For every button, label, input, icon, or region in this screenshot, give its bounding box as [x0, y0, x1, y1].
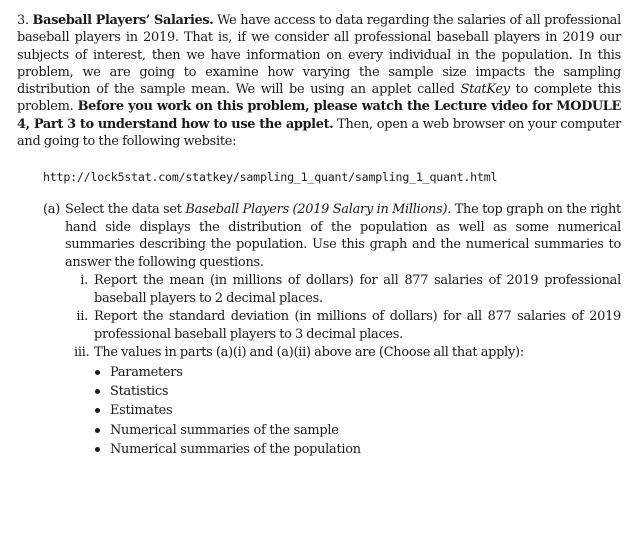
subpart-number: ii.: [76, 309, 88, 324]
bullet-icon: [95, 447, 100, 452]
problem-text-2: to complete this problem.: [17, 82, 621, 115]
option-estimates: [92, 401, 361, 420]
option-label: Numerical summaries of the sample: [110, 422, 339, 438]
option-label: Numerical summaries of the population: [110, 441, 361, 457]
part-a-body: [65, 201, 621, 271]
subpart-i: [74, 272, 621, 307]
problem-text-1: We have access to data regarding the salaries of all professional baseball players in 2019. That is, if we consider all professional baseball players in 2019 our subjects of interest, then we have information on every individual in the population. In this problem, we are going to examine how varying the sample size impacts the sampling distribution of the sample mean. We will be using an applet called: [17, 13, 621, 98]
problem-title: Baseball Players’ Salaries.: [32, 13, 214, 28]
bullet-icon: [95, 370, 100, 375]
dataset-name: Baseball Players (2019 Salary in Millions).: [185, 202, 452, 217]
problem-number: 3.: [17, 13, 29, 28]
part-a-text-1: Select the data set: [65, 202, 182, 217]
bold-instruction: Before you work on this problem, please watch the Lecture video for MODULE 4, Part 3 to understand how to use the applet.: [17, 99, 622, 132]
subpart-ii: [74, 308, 621, 343]
bullet-icon: [95, 389, 100, 394]
applet-name: StatKey: [460, 82, 510, 98]
subpart-text: The values in parts (a)(i) and (a)(ii) above are (Choose all that apply):: [94, 345, 524, 360]
subpart-iii: [74, 344, 621, 362]
problem-text-3: Then, open a web browser on your computer and going to the following website:: [17, 116, 621, 150]
option-sample-summaries: [92, 421, 361, 440]
option-label: Estimates: [110, 403, 173, 419]
subpart-text: Report the standard deviation (in millions of dollars) for all 877 salaries of 2019 professional baseball players to 3 decimal places.: [94, 309, 621, 342]
option-label: Statistics: [110, 384, 169, 400]
statkey-url: http://lock5stat.com/statkey/sampling_1_quant/sampling_1_quant.html: [43, 170, 498, 184]
subpart-number: i.: [80, 273, 88, 288]
answer-options: [92, 363, 361, 459]
part-a-text-2: The top graph on the right hand side displays the distribution of the population as well as some numerical summaries describing the population. Use this graph and the numerical summaries to answer the following questions.: [65, 202, 621, 270]
option-population-summaries: [92, 440, 361, 459]
option-parameters: [92, 363, 361, 382]
subpart-text: Report the mean (in millions of dollars) for all 877 salaries of 2019 professional baseball players to 2 decimal places.: [94, 273, 621, 306]
option-statistics: [92, 382, 361, 401]
problem-statement: [17, 12, 621, 150]
option-label: Parameters: [110, 365, 183, 380]
bullet-icon: [95, 408, 100, 413]
part-a: [43, 201, 621, 271]
part-a-label: (a): [43, 202, 60, 217]
bullet-icon: [95, 428, 100, 433]
subpart-number: iii.: [74, 345, 90, 360]
